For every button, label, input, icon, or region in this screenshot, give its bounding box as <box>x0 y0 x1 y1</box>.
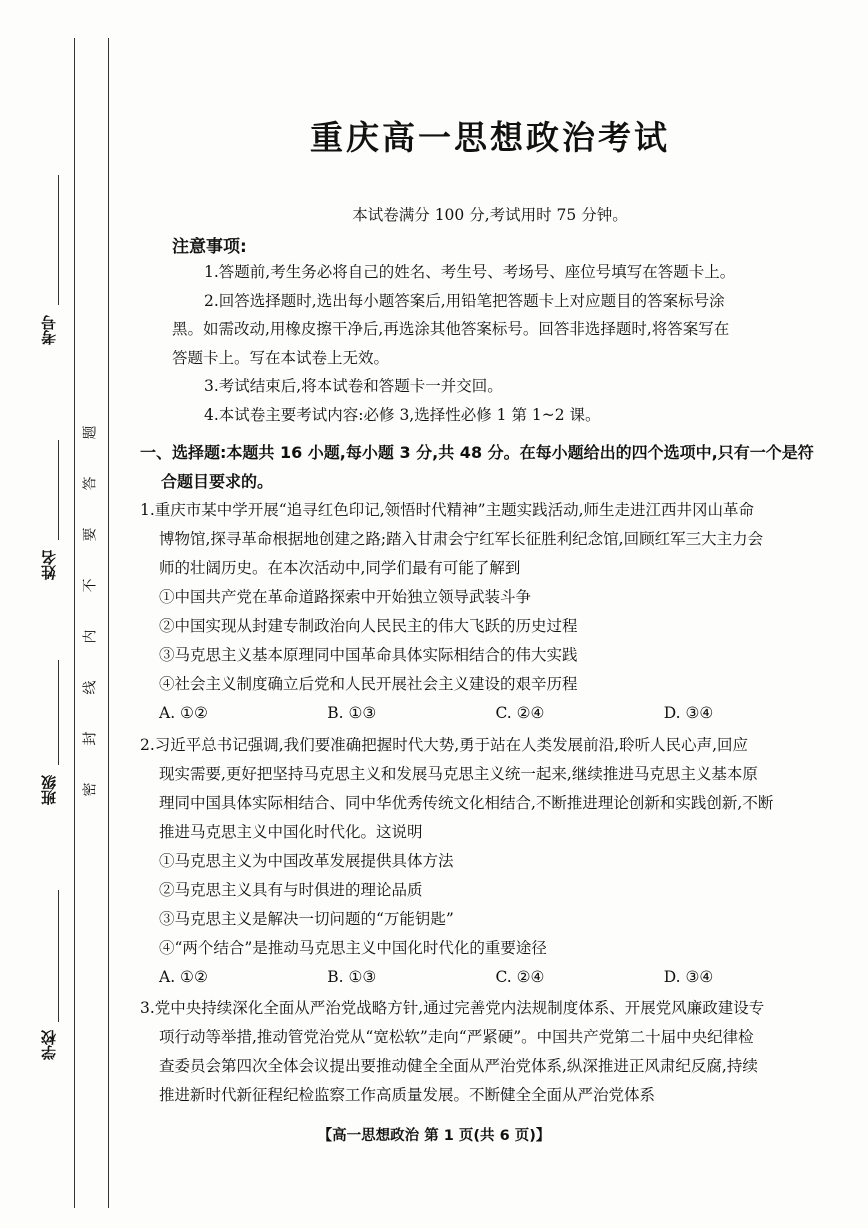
field-label-school: 学校 <box>40 1030 58 1060</box>
choice-c[interactable]: C. ②④ <box>495 704 545 722</box>
seal-char: 密 <box>82 782 99 797</box>
seal-char: 内 <box>82 629 99 644</box>
statement-option: ②中国实现从封建专制政治向人民民主的伟大飞跃的历史过程 <box>159 617 578 635</box>
notice-item: 2.回答选择题时,选出每小题答案后,用铅笔把答题卡上对应题目的答案标号涂 <box>204 291 725 310</box>
choice-a[interactable]: A. ①② <box>159 968 208 986</box>
seal-char: 要 <box>82 527 99 542</box>
choice-d[interactable]: D. ③④ <box>663 968 714 986</box>
statement-option: ③马克思主义基本原理同中国革命具体实际相结合的伟大实践 <box>159 646 578 664</box>
question-stem-line: 师的壮阔历史。在本次活动中,同学们最有可能了解到 <box>159 559 521 577</box>
field-school <box>28 890 68 1070</box>
question-stem-line: 查委员会第四次全体会议提出要推动健全全面从严治党体系,纵深推进正风肃纪反腐,持续 <box>159 1057 758 1075</box>
question-3 <box>140 994 832 1110</box>
statement-option: ①马克思主义为中国改革发展提供具体方法 <box>159 852 454 870</box>
seal-warning <box>80 420 102 802</box>
page-footer: 【高一思想政治 第 1 页(共 6 页)】 <box>317 1128 551 1144</box>
section-heading-line: 一、选择题:本题共 16 小题,每小题 3 分,共 48 分。在每小题给出的四个选项中,只有一个是符 <box>140 443 814 462</box>
question-stem-line: 现实需要,更好把坚持马克思主义和发展马克思主义统一起来,继续推进马克思主义基本原 <box>159 765 758 783</box>
question-stem-line: 理同中国具体实际相结合、同中华优秀传统文化相结合,不断推进理论创新和实践创新,不断 <box>159 794 774 812</box>
question-2 <box>140 731 832 992</box>
section-heading-line: 合题目要求的。 <box>161 472 274 491</box>
choice-b[interactable]: B. ①③ <box>327 968 377 986</box>
field-label-name: 姓名 <box>40 550 58 580</box>
field-label-exam-number: 考号 <box>40 315 58 345</box>
seal-char: 封 <box>82 731 99 746</box>
notice-item: 3.考试结束后,将本试卷和答题卡一并交回。 <box>204 377 503 395</box>
notice-item: 答题卡上。写在本试卷上无效。 <box>172 348 390 367</box>
seal-char: 答 <box>82 476 99 491</box>
notice-heading: 注意事项: <box>172 237 247 257</box>
notice-list <box>172 258 812 429</box>
field-name <box>28 440 68 600</box>
question-stem-line: 3.党中央持续深化全面从严治党战略方针,通过完善党内法规制度体系、开展党风廉政建设专 <box>140 999 765 1017</box>
field-exam-number <box>28 175 68 360</box>
field-blank-school[interactable] <box>58 890 59 1022</box>
statement-option: ①中国共产党在革命道路探索中开始独立领导武装斗争 <box>159 588 532 606</box>
seal-char: 题 <box>82 425 99 440</box>
question-stem-line: 1.重庆市某中学开展“追寻红色印记,领悟时代精神”主题实践活动,师生走进江西井冈山革命 <box>140 501 754 519</box>
choice-b[interactable]: B. ①③ <box>327 704 377 722</box>
binding-line-inner <box>108 38 109 1208</box>
page-title: 重庆高一思想政治考试 <box>310 118 670 157</box>
answer-choices <box>140 699 832 728</box>
statement-option: ④社会主义制度确立后党和人民开展社会主义建设的艰辛历程 <box>159 675 578 693</box>
statement-option: ④“两个结合”是推动马克思主义中国化时代化的重要途径 <box>159 939 547 957</box>
question-stem-line: 2.习近平总书记强调,我们要准确把握时代大势,勇于站在人类发展前沿,聆听人民心声,回应 <box>140 736 748 754</box>
field-blank-class[interactable] <box>58 660 59 765</box>
field-blank-exam-number[interactable] <box>58 175 59 305</box>
field-label-class: 班级 <box>40 775 58 805</box>
binding-line-outer <box>74 38 75 1208</box>
statement-option: ③马克思主义是解决一切问题的“万能钥匙” <box>159 910 454 928</box>
question-1 <box>140 496 832 728</box>
choice-c[interactable]: C. ②④ <box>495 968 545 986</box>
statement-option: ②马克思主义具有与时俱进的理论品质 <box>159 881 423 899</box>
notice-item: 4.本试卷主要考试内容:必修 3,选择性必修 1 第 1~2 课。 <box>204 405 601 424</box>
choice-a[interactable]: A. ①② <box>159 704 208 722</box>
question-stem-line: 博物馆,探寻革命根据地创建之路;踏入甘肃会宁红军长征胜利纪念馆,回顾红军三大主力会 <box>159 530 764 548</box>
section-heading <box>140 438 830 496</box>
answer-choices <box>140 963 832 992</box>
seal-char: 线 <box>82 680 99 695</box>
field-blank-name[interactable] <box>58 440 59 540</box>
notice-item: 1.答题前,考生务必将自己的姓名、考生号、考场号、座位号填写在答题卡上。 <box>204 263 736 281</box>
question-stem-line: 推进新时代新征程纪检监察工作高质量发展。不断健全全面从严治党体系 <box>159 1086 656 1104</box>
seal-char: 不 <box>82 578 99 593</box>
exam-info: 本试卷满分 100 分,考试用时 75 分钟。 <box>352 206 628 224</box>
question-stem-line: 项行动等举措,推动管党治党从“宽松软”走向“严紧硬”。中国共产党第二十届中央纪律检 <box>159 1028 754 1046</box>
choice-d[interactable]: D. ③④ <box>663 704 714 722</box>
question-stem-line: 推进马克思主义中国化时代化。这说明 <box>159 823 423 841</box>
field-class <box>28 660 68 825</box>
notice-item: 黑。如需改动,用橡皮擦干净后,再选涂其他答案标号。回答非选择题时,将答案写在 <box>172 320 730 338</box>
